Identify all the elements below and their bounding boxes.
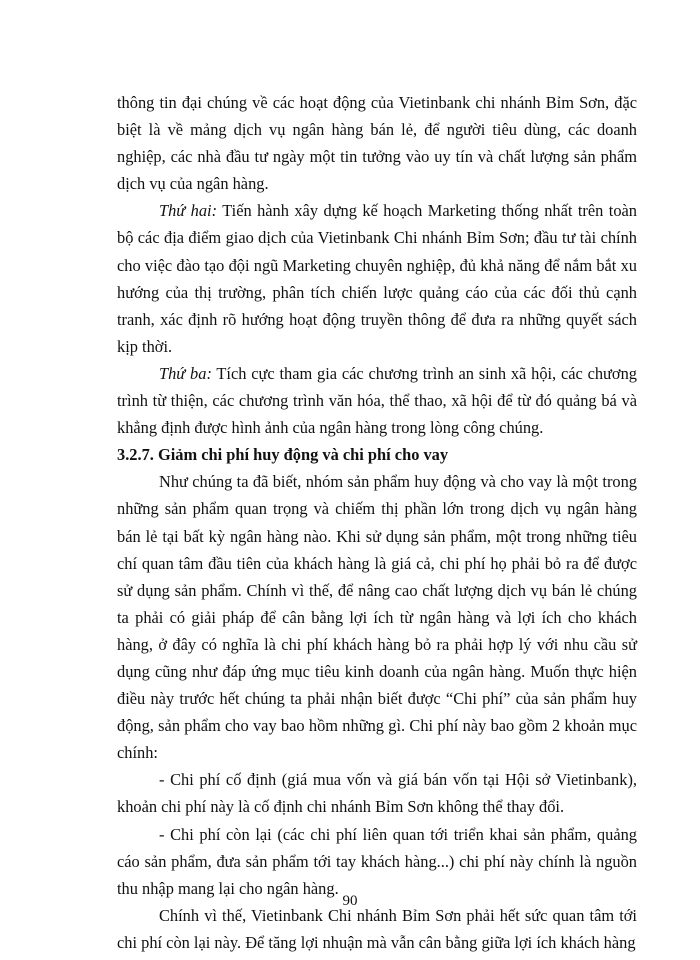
paragraph-lead-label: Thứ ba: bbox=[159, 363, 212, 383]
paragraph-third-point: Thứ ba: Tích cực tham gia các chương trình an sinh xã hội, các chương trình từ thiện, các chương trình văn hóa, thể thao, xã hội để từ đó quảng bá và khẳng định được hình ảnh của ngân hàng trong lòng công chúng. bbox=[117, 363, 637, 438]
list-item-fixed-cost: - Chi phí cố định (giá mua vốn và giá bán vốn tại Hội sở Vietinbank), khoản chi phí này là cố định chi nhánh Bỉm Sơn không thể thay đổi. bbox=[117, 770, 637, 817]
paragraph-conclusion: Chính vì thế, Vietinbank Chi nhánh Bỉm Sơn phải hết sức quan tâm tới chi phí còn lại này. Để tăng lợi nhuận mà vẫn cân bằng giữa lợi ích khách hàng bbox=[117, 905, 637, 952]
paragraph-second-point: Thứ hai: Tiến hành xây dựng kế hoạch Marketing thống nhất trên toàn bộ các địa điểm giao dịch của Vietinbank Chi nhánh Bỉm Sơn; đầu tư tài chính cho việc đào tạo đội ngũ Marketing chuyên nghiệp, đủ khả năng để nắm bắt xu hướng của thị trường, phân tích chiến lược quảng cáo của các đối thủ cạnh tranh, xác định rõ hướng hoạt động truyền thông để đưa ra những quyết sách kịp thời. bbox=[117, 201, 637, 356]
paragraph-lead-label: Thứ hai: bbox=[159, 201, 218, 221]
paragraph-cost-intro: Như chúng ta đã biết, nhóm sản phẩm huy động và cho vay là một trong những sản phẩm quan trọng và chiếm thị phần lớn trong dịch vụ ngân hàng bán lẻ tại bất kỳ ngân hàng nào. Khi sử dụng sản phẩm, một trong những tiêu chí quan tâm đầu tiên của khách hàng là giá cả, chi phí họ phải bỏ ra để được sử dụng sản phẩm. Chính vì thế, để nâng cao chất lượng dịch vụ bán lẻ chúng ta phải có giải pháp để cân bằng lợi ích từ ngân hàng và lợi ích cho khách hàng, ở đây có nghĩa là chi phí khách hàng bỏ ra phải hợp lý với nhu cầu sử dụng cũng như đáp ứng mục tiêu kinh doanh của ngân hàng. Muốn thực hiện điều này trước hết chúng ta phải nhận biết được “Chi phí” của sản phẩm huy động, sản phẩm cho vay bao hồm những gì. Chi phí này bao gồm 2 khoản mục chính: bbox=[117, 472, 637, 763]
page-number: 90 bbox=[342, 893, 358, 909]
paragraph-continuation: thông tin đại chúng về các hoạt động của Vietinbank chi nhánh Bỉm Sơn, đặc biệt là về mảng dịch vụ ngân hàng bán lẻ, để người tiêu dùng, các doanh nghiệp, các nhà đầu tư ngày một tin tưởng vào uy tín và chất lượng sản phẩm dịch vụ của ngân hàng. bbox=[117, 93, 637, 194]
body-text bbox=[117, 89, 637, 956]
list-item-remaining-cost: - Chi phí còn lại (các chi phí liên quan tới triển khai sản phẩm, quảng cáo sản phẩm, đưa sản phẩm tới tay khách hàng...) chi phí này chính là nguồn thu nhập mang lại cho ngân hàng. bbox=[117, 824, 637, 898]
section-heading: 3.2.7. Giảm chi phí huy động và chi phí cho vay bbox=[117, 445, 449, 465]
